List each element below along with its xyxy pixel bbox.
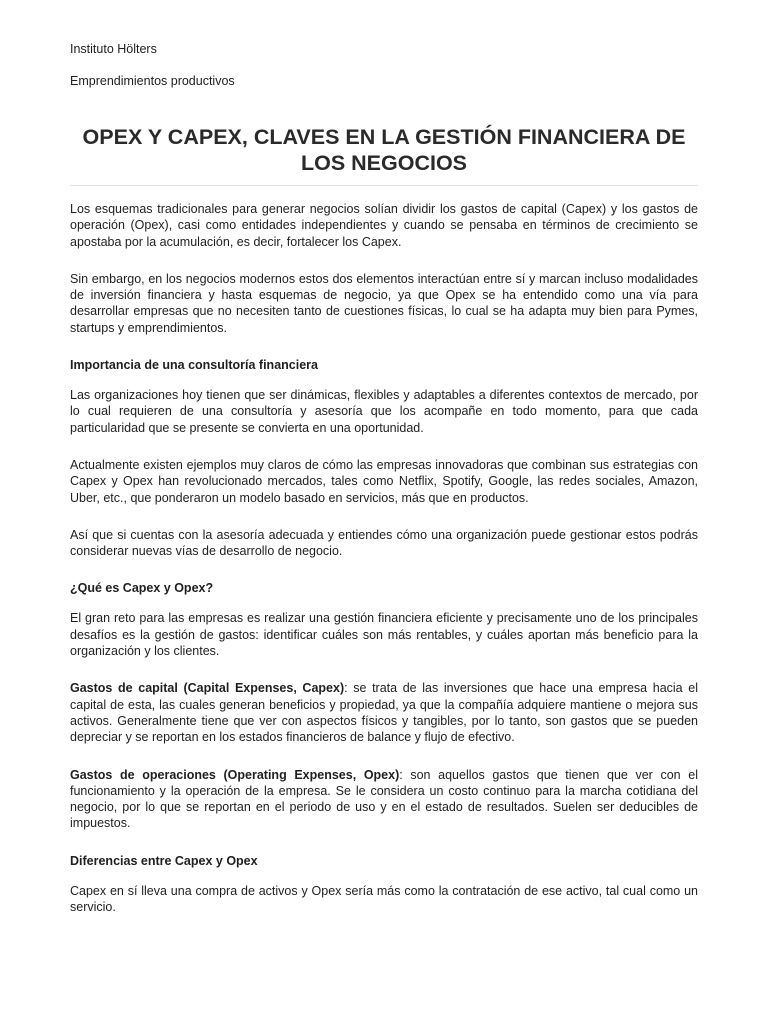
- paragraph-diff-1: Capex en sí lleva una compra de activos y Opex sería más como la contratación de ese activo, tal cual como un servicio.: [70, 883, 698, 915]
- section-heading-consultoria: Importancia de una consultoría financiera: [70, 358, 318, 373]
- opex-definition: : son aquellos gastos que tienen que ver con el funcionamiento y la operación de la empresa. Se le considera un costo continuo para la marcha cotidiana del negocio, por lo que se reportan en el periodo de uso y en el estado de resultados. Suelen ser deducibles de impuestos.: [70, 767, 698, 831]
- section-heading-diferencias: Diferencias entre Capex y Opex: [70, 853, 258, 868]
- capex-definition: : se trata de las inversiones que hace una empresa hacia el capital de esta, las cuales generan beneficios y propiedad, ya que la compañía adquiere mantiene o mejora sus activos. Generalmente tiene que ver con aspectos físicos y tangibles, por lo tanto, son gastos que se pueden depreciar y se reportan en los estados financieros de balance y flujo de efectivo.: [70, 681, 699, 745]
- section-heading-que-es: ¿Qué es Capex y Opex?: [70, 581, 214, 596]
- paragraph-consult-3: Así que si cuentas con la asesoría adecuada y entiendes cómo una organización puede gestionar estos podrás considerar nuevas vías de desarrollo de negocio.: [70, 527, 698, 559]
- paragraph-intro-2: Sin embargo, en los negocios modernos estos dos elementos interactúan entre sí y marcan incluso modalidades de inversión financiera y hasta esquemas de negocio, ya que Opex se ha entendido como una vía para desarrollar empresas que no necesiten tanto de cuestiones físicas, lo cual se ha adapta muy bien para Pymes, startups y emprendimientos.: [70, 271, 698, 335]
- course-name: Emprendimientos productivos: [70, 74, 235, 88]
- institution-name: Instituto Hölters: [70, 42, 157, 56]
- paragraph-opex: [70, 767, 698, 832]
- opex-term: Gastos de operaciones (Operating Expenses, Opex): [70, 767, 400, 782]
- capex-term: Gastos de capital (Capital Expenses, Capex): [70, 681, 345, 696]
- paragraph-intro-1: Los esquemas tradicionales para generar negocios solían dividir los gastos de capital (Capex) y los gastos de operación (Opex), casi como entidades independientes y cuando se pensaba en términos de crecimiento se apostaba por la acumulación, es decir, fortalecer los Capex.: [70, 202, 698, 249]
- document-title: OPEX Y CAPEX, CLAVES EN LA GESTIÓN FINANCIERA DE LOS NEGOCIOS: [70, 124, 698, 186]
- paragraph-consult-2: Actualmente existen ejemplos muy claros de cómo las empresas innovadoras que combinan sus estrategias con Capex y Opex han revolucionado mercados, tales como Netflix, Spotify, Google, las redes sociales, Amazon, Uber, etc., que ponderaron un modelo basado en servicios, más que en productos.: [70, 457, 698, 505]
- paragraph-consult-1: Las organizaciones hoy tienen que ser dinámicas, flexibles y adaptables a diferentes contextos de mercado, por lo cual requieren de una consultoría y asesoría que los acompañe en todo momento, para que cada particularidad que se presente se convierta en una oportunidad.: [70, 388, 698, 435]
- paragraph-what-1: El gran reto para las empresas es realizar una gestión financiera eficiente y precisamente uno de los principales desafíos es la gestión de gastos: identificar cuáles son más rentables, y cuáles aportan más beneficio para la organización y los clientes.: [70, 611, 698, 659]
- paragraph-capex: [70, 680, 698, 745]
